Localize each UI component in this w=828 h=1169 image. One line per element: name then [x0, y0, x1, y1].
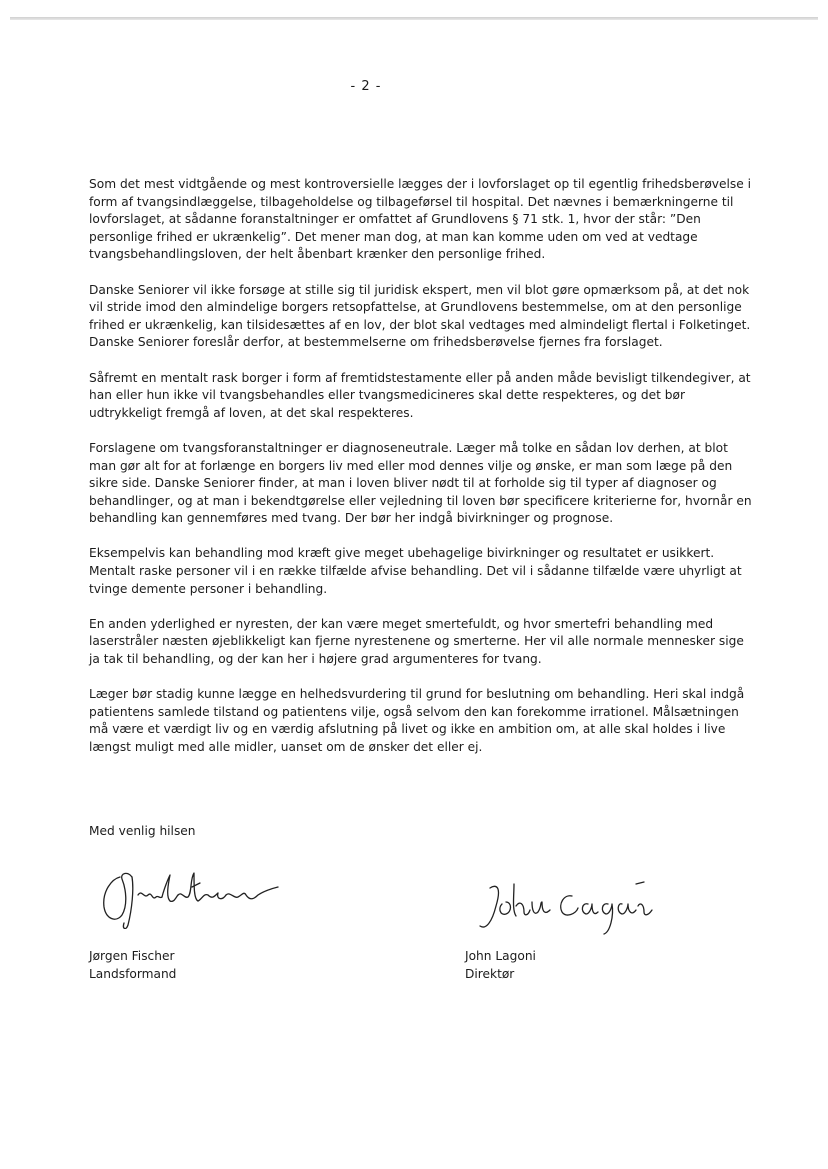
paragraph-5: Eksempelvis kan behandling mod kræft give meget ubehagelige bivirkninger og resultatet er usikkert. Mentalt raske personer vil i en række tilfælde afvise behandling. Det vil i sådanne tilfælde være uhyrligt at tvinge demente personer i behandling. — [89, 546, 742, 596]
signatory-name: John Lagoni — [465, 949, 536, 963]
signatory-name: Jørgen Fischer — [89, 949, 175, 963]
scan-edge — [10, 17, 818, 20]
signatory-fischer — [89, 948, 176, 983]
paragraph-2: Danske Seniorer vil ikke forsøge at stille sig til juridisk ekspert, men vil blot gøre opmærksom på, at det nok vil stride imod den almindelige borgers retsopfattelse, at Grundlovens bestemmelse, om at den personlige frihed er ukrænkelig, kan tilsidesættes af en lov, der blot skal vedtages med almindeligt flertal i Folketinget. Danske Seniorer foreslår derfor, at bestemmelserne om frihedsberøvelse fjernes fra forslaget. — [89, 282, 751, 350]
paragraph-7: Læger bør stadig kunne lægge en helhedsvurdering til grund for beslutning om behandling. Heri skal indgå patientens samlede tilstand og patientens vilje, også selvom den kan forekomme irrationel. Målsætningen må være et værdigt liv og en værdig afslutning på livet og ikke en ambition om, at alle skal holdes i live længst muligt med alle midler, uanset om de ønsker det eller ej. — [89, 687, 745, 754]
paragraph-4: Forslagene om tvangsforanstaltninger er diagnoseneutrale. Læger må tolke en sådan lov derhen, at blot man gør alt for at forlænge en borgers liv med eller mod dennes vilje og ønske, er man som læge på den sikre side. Danske Seniorer finder, at man i loven bliver nødt til at forholde sig til typer af diagnoser og behandlinger, og at man i bekendtgørelse eller vejledning til loven bør specificere kriterierne for, hvornår en behandling kan gennemføres med tvang. Der bør her indgå bivirkninger og prognose. — [89, 440, 752, 526]
paragraph-1: Som det mest vidtgående og mest kontroversielle lægges der i lovforslaget op til egentlig frihedsberøvelse i form af tvangsindlæggelse, tilbageholdelse og tilbageførsel til hospital. Det nævnes i bemærkningerne til lovforslaget, at sådanne foranstaltninger er omfattet af Grundlovens § 71 stk. 1, hvor der står: ”Den personlige frihed er ukrænkelig”. Det mener man dog, at man kan komme uden om ved at vedtage tvangsbehandlingsloven, der helt åbenbart krænker den personlige frihed. — [89, 177, 752, 262]
paragraph-3: Såfremt en mentalt rask borger i form af fremtidstestamente eller på anden måde bevisligt tilkendegiver, at han eller hun ikke vil tvangsbehandles eller tvangsmedicineres skal dette respekteres, og det bør udtrykkeligt fremgå af loven, at det skal respekteres. — [89, 370, 751, 420]
paragraph-6: En anden yderlighed er nyresten, der kan være meget smertefuldt, og hvor smertefri behandling med laserstråler næsten øjeblikkeligt kan fjerne nyrestenene og smerterne. Her vil alle normale mennesker sige ja tak til behandling, og der kan her i højere grad argumenteres for tvang. — [89, 616, 744, 667]
letter-body — [89, 176, 757, 774]
closing-greeting: Med venlig hilsen — [89, 824, 196, 838]
page-number: - 2 - — [350, 79, 382, 94]
signatory-lagoni — [465, 948, 536, 983]
signatory-title: Direktør — [465, 966, 515, 981]
signatory-title: Landsformand — [89, 966, 177, 981]
signature-lagoni — [472, 876, 672, 936]
signature-fischer — [98, 869, 298, 929]
